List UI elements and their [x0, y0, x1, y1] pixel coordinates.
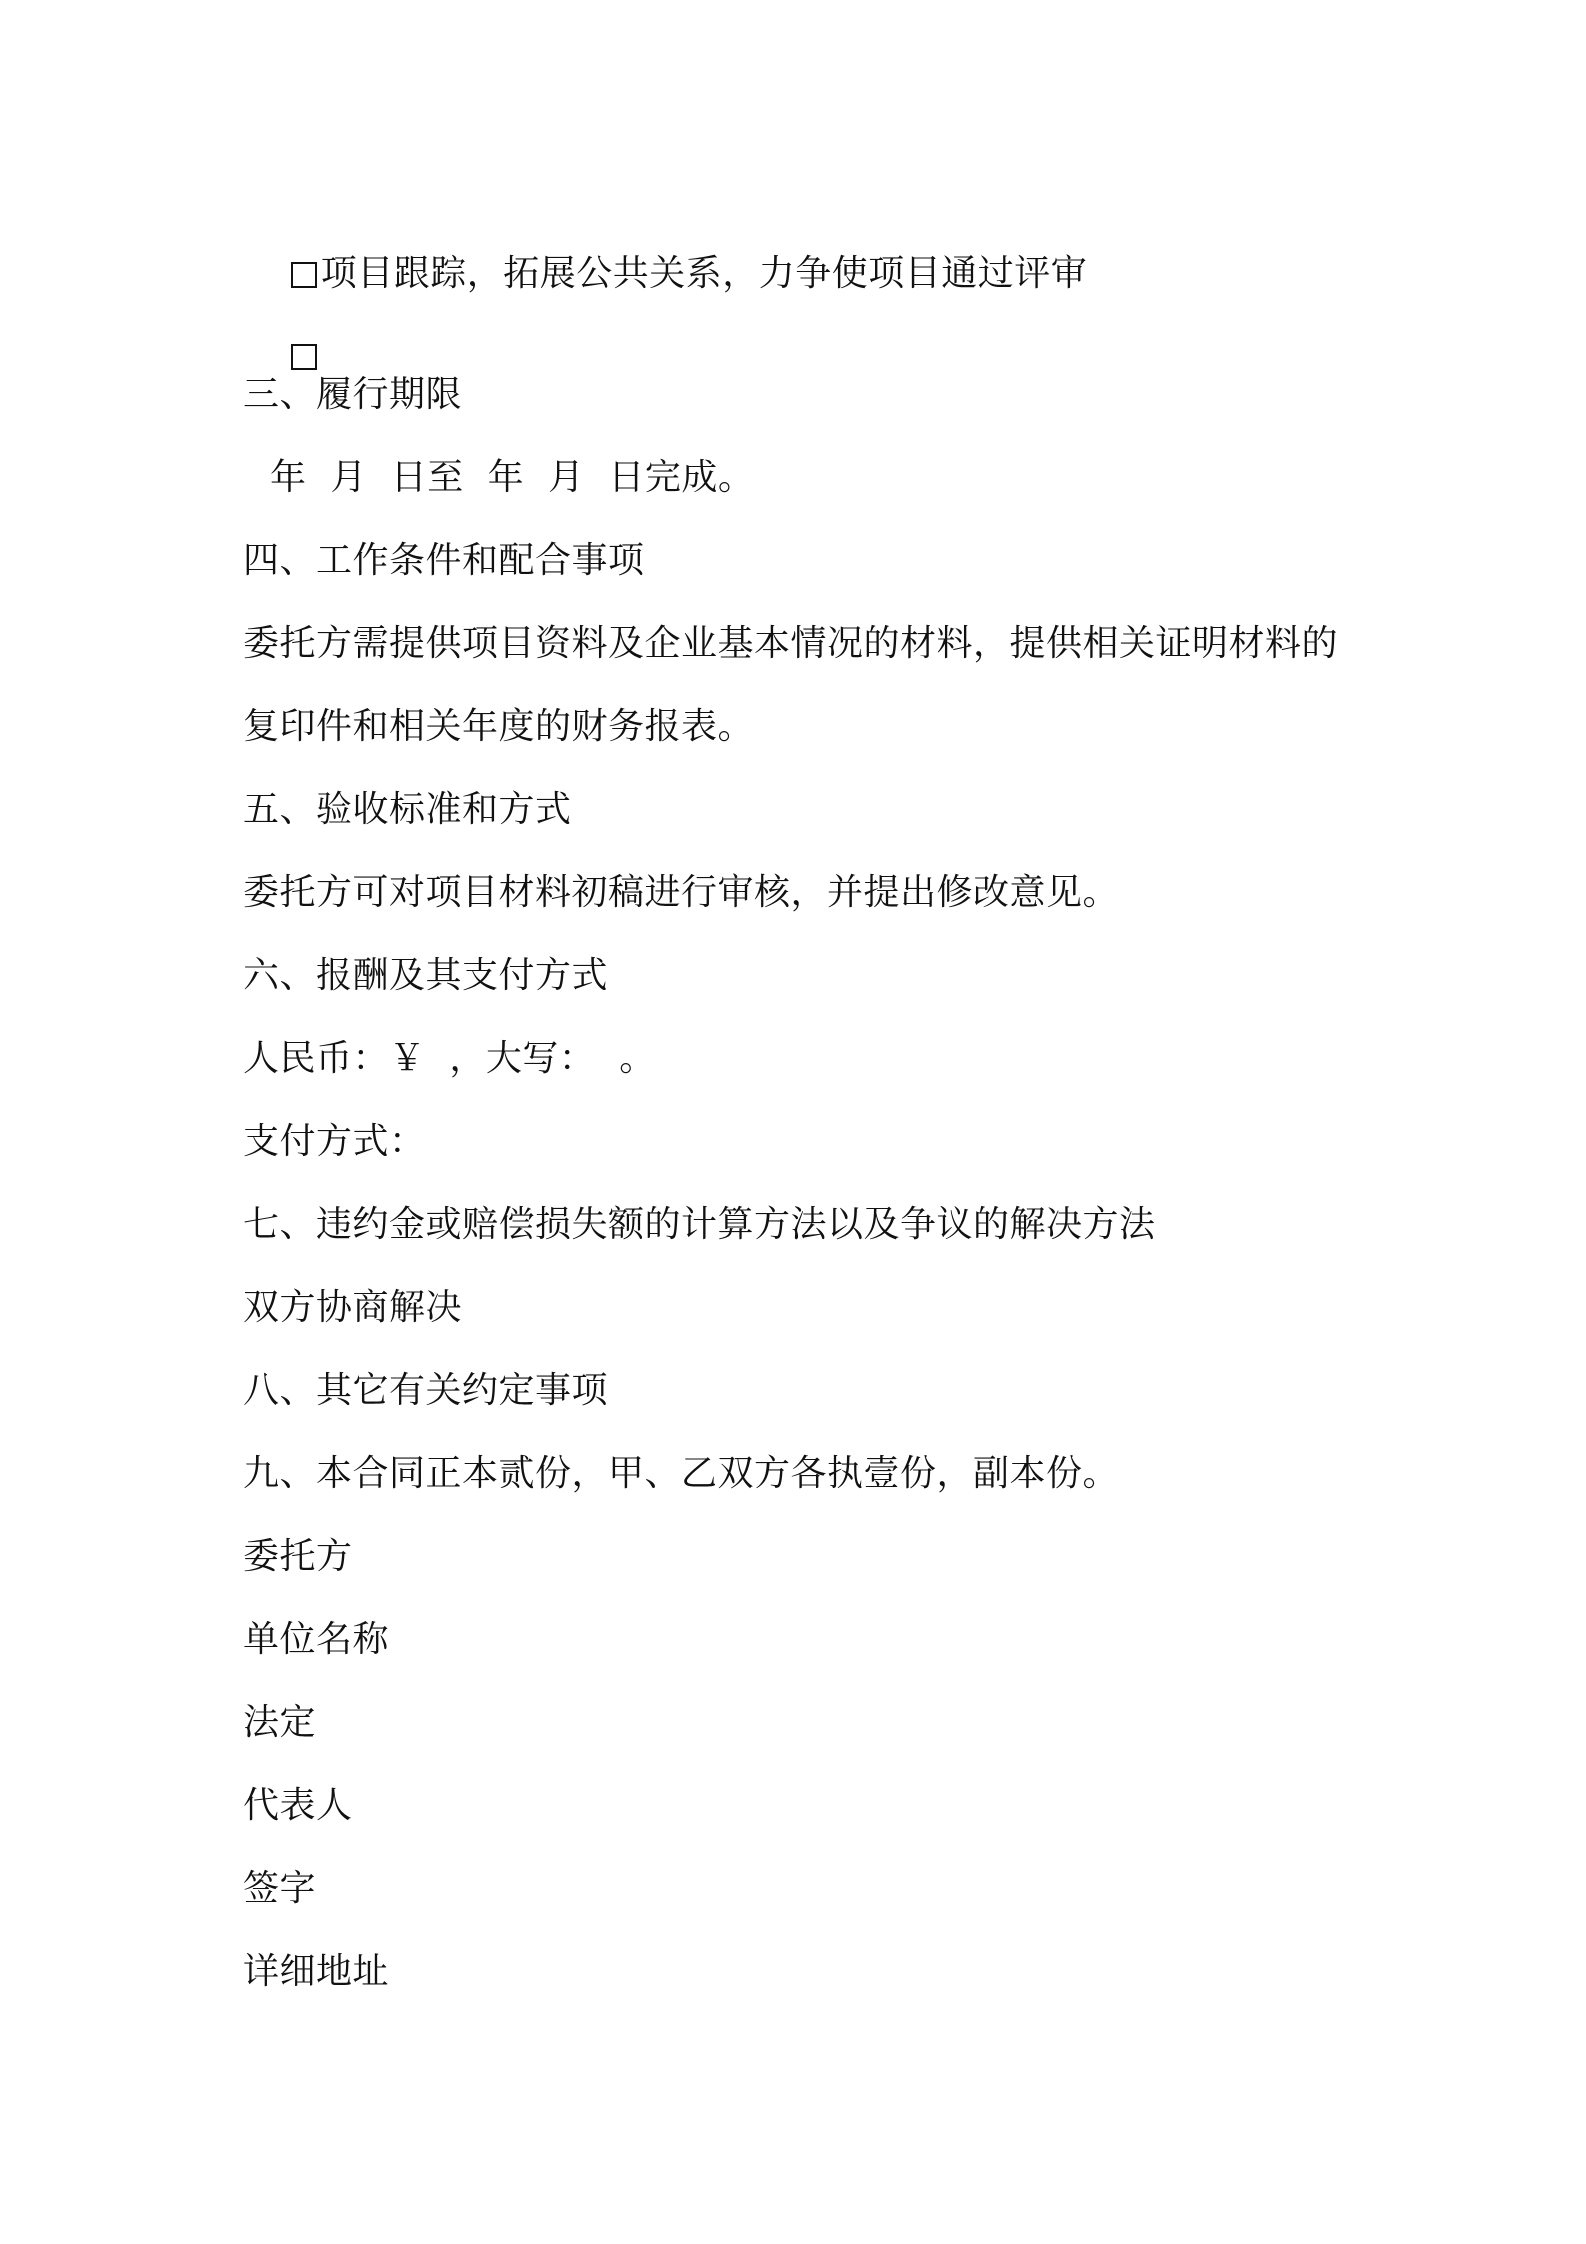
section-heading: 六、报酬及其支付方式	[243, 955, 609, 996]
checkbox[interactable]	[291, 344, 317, 370]
section-heading: 四、工作条件和配合事项	[243, 540, 645, 581]
paragraph-line: 委托方需提供项目资料及企业基本情况的材料，提供相关证明材料的	[243, 623, 1339, 664]
signature-label: 签字	[243, 1868, 317, 1909]
section-heading: 八、其它有关约定事项	[243, 1370, 609, 1411]
signature-label: 委托方	[243, 1536, 353, 1577]
section-heading: 九、本合同正本贰份，甲、乙双方各执壹份，副本份。	[243, 1453, 1120, 1494]
payment-method: 支付方式：	[243, 1121, 426, 1162]
signature-label: 法定	[243, 1702, 317, 1743]
payment-amount: 人民币：￥ ，大写： 。	[243, 1038, 656, 1079]
paragraph-line: 复印件和相关年度的财务报表。	[243, 706, 755, 747]
signature-label: 详细地址	[243, 1951, 390, 1992]
signature-label: 单位名称	[243, 1619, 390, 1660]
section-heading: 七、违约金或赔偿损失额的计算方法以及争议的解决方法	[243, 1204, 1156, 1245]
checkbox[interactable]	[291, 262, 317, 288]
paragraph-line: 双方协商解决	[243, 1287, 463, 1328]
signature-label: 代表人	[243, 1785, 353, 1826]
section-heading: 五、验收标准和方式	[243, 789, 572, 830]
service-item-line	[243, 208, 1087, 340]
term-dates: 年 月 日至 年 月 日完成。	[258, 457, 755, 498]
section-heading: 三、履行期限	[243, 374, 463, 415]
service-item-text: 项目跟踪，拓展公共关系，力争使项目通过评审	[320, 253, 1088, 294]
paragraph-line: 委托方可对项目材料初稿进行审核，并提出修改意见。	[243, 872, 1120, 913]
